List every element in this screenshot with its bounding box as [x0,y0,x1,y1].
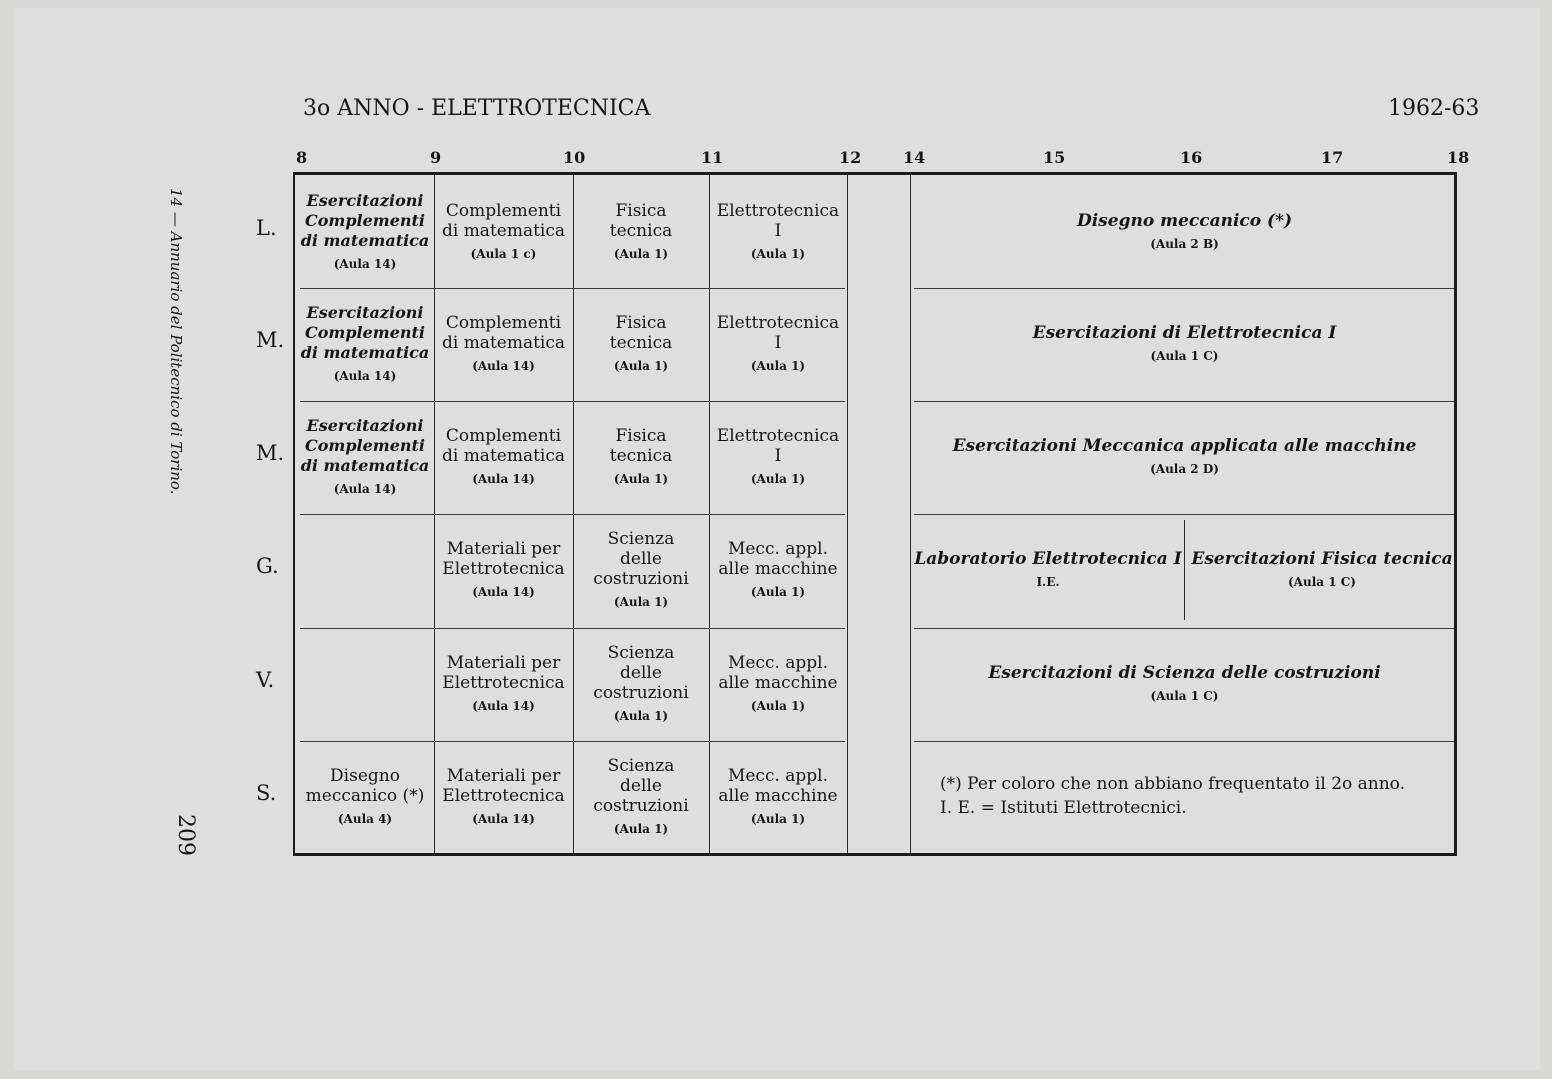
course-name: di matematica [300,343,430,362]
course-name: Elettrotecnica [442,673,565,693]
course-name: Esercitazioni Fisica tecnica [1191,549,1453,569]
course-name: I [774,333,782,353]
schedule-cell [709,401,847,514]
footnotes [940,761,1450,831]
room-label: (Aula 14) [472,812,535,826]
room-label: (Aula 2 B) [1150,237,1219,251]
course-name: Laboratorio Elettrotecnica I [914,549,1182,569]
course-name: alle macchine [718,786,838,806]
course-name: Esercitazioni [306,416,424,435]
room-label: (Aula 1) [613,595,669,609]
course-name: tecnica [609,446,673,466]
day-label: M. [256,328,285,352]
schedule-cell [434,401,573,514]
hour-label: 15 [1043,148,1066,167]
course-name: Complementi [445,313,562,333]
column-divider [910,175,911,853]
schedule-cell [296,741,434,854]
course-name: Elettrotecnica [716,426,840,446]
schedule-cell [1186,514,1458,627]
hour-label: 8 [296,148,308,167]
schedule-cell [296,401,434,514]
column-divider [847,175,848,853]
schedule-cell [434,741,573,854]
course-name: delle [620,549,662,569]
course-name: tecnica [609,221,673,241]
course-name: costruzioni [593,569,689,589]
schedule-cell [709,741,847,854]
course-name: Mecc. appl. [727,653,829,673]
schedule-cell [709,176,847,289]
course-name: Fisica [615,201,667,221]
course-name: Scienza [607,643,675,663]
room-label: (Aula 14) [333,482,397,496]
room-label: (Aula 1) [750,359,806,373]
course-name: Complementi [445,201,562,221]
course-name: di matematica [441,446,566,466]
course-name: Scienza [607,529,675,549]
course-name: Esercitazioni di Scienza delle costruzioni [988,663,1381,683]
running-head [157,188,213,528]
hour-label: 14 [903,148,926,167]
course-name: Disegno meccanico (*) [1076,211,1292,231]
course-name: di matematica [300,231,430,250]
course-name: Scienza [607,756,675,776]
schedule-cell [912,176,1457,289]
hour-label: 10 [563,148,586,167]
schedule-cell [912,628,1457,741]
course-name: tecnica [609,333,673,353]
schedule-cell [296,176,434,289]
footnote: (*) Per coloro che non abbiano frequentato il 2o anno. [940,774,1406,794]
room-label: (Aula 14) [333,369,397,383]
row-divider [914,741,1454,742]
course-name: Fisica [615,426,667,446]
hour-label: 17 [1321,148,1344,167]
day-label: M. [256,441,285,465]
course-name: Mecc. appl. [727,766,829,786]
room-label: (Aula 14) [472,699,535,713]
room-label: (Aula 4) [337,812,393,826]
course-name: alle macchine [718,673,838,693]
room-label: (Aula 1 C) [1150,349,1219,363]
page-number: 209 [173,814,198,856]
course-name: Elettrotecnica [716,201,840,221]
course-name: Mecc. appl. [727,539,829,559]
schedule-cell [709,628,847,741]
course-name: alle macchine [718,559,838,579]
schedule-cell [296,628,434,741]
footnote: I. E. = Istituti Elettrotecnici. [940,798,1187,818]
course-name: delle [620,776,662,796]
room-label: (Aula 1 C) [1288,575,1356,589]
room-label: (Aula 1) [613,247,669,261]
course-name: Materiali per [446,539,561,559]
course-name: I [774,446,782,466]
schedule-cell [296,288,434,401]
course-name: meccanico (*) [305,786,425,806]
room-label: (Aula 1) [750,699,806,713]
room-label: (Aula 1) [613,359,669,373]
schedule-cell [573,176,709,289]
course-name: Fisica [615,313,667,333]
course-name: I [774,221,782,241]
course-name: Complementi [305,436,425,455]
course-name: Elettrotecnica [442,786,565,806]
schedule-cell [912,288,1457,401]
day-label: L. [256,216,277,240]
course-name: Materiali per [446,653,561,673]
course-name: costruzioni [593,796,689,816]
course-name: Complementi [305,323,425,342]
hour-label: 11 [701,148,724,167]
course-name: di matematica [441,333,566,353]
room-label: (Aula 1) [750,812,806,826]
day-label: G. [256,554,279,578]
schedule-cell [709,288,847,401]
schedule-cell [573,514,709,627]
room-label: (Aula 1) [750,247,806,261]
room-label: (Aula 1) [613,822,669,836]
room-label: (Aula 1) [750,585,806,599]
room-label: (Aula 14) [472,359,535,373]
hour-label: 16 [1180,148,1203,167]
room-label: (Aula 1 C) [1150,689,1219,703]
course-name: Esercitazioni [306,303,424,322]
course-name: Complementi [305,211,425,230]
room-label: (Aula 14) [472,472,535,486]
page-title: 3o ANNO - ELETTROTECNICA [303,96,651,121]
schedule-cell [434,288,573,401]
schedule-cell [573,628,709,741]
column-divider [1184,520,1185,620]
course-name: Esercitazioni di Elettrotecnica I [1032,323,1337,343]
room-label: (Aula 14) [333,257,397,271]
room-label: I.E. [1036,575,1060,589]
course-name: Materiali per [446,766,561,786]
schedule-cell [573,741,709,854]
course-name: Esercitazioni [306,191,424,210]
course-name: delle [620,663,662,683]
day-label: V. [256,668,275,692]
hour-label: 12 [839,148,862,167]
course-name: Disegno [330,766,400,786]
course-name: Elettrotecnica [716,313,840,333]
schedule-cell [573,288,709,401]
room-label: (Aula 1 c) [470,247,537,261]
course-name: Esercitazioni Meccanica applicata alle macchine [952,436,1417,456]
schedule-cell [709,514,847,627]
day-label: S. [256,781,277,805]
room-label: (Aula 2 D) [1150,462,1219,476]
room-label: (Aula 1) [613,472,669,486]
schedule-cell [573,401,709,514]
schedule-cell [296,514,434,627]
hour-label: 18 [1447,148,1470,167]
schedule-cell [912,401,1457,514]
course-name: costruzioni [593,683,689,703]
academic-year: 1962-63 [1388,96,1480,121]
room-label: (Aula 1) [613,709,669,723]
course-name: Elettrotecnica [442,559,565,579]
schedule-cell [912,514,1184,627]
room-label: (Aula 1) [750,472,806,486]
schedule-cell [434,514,573,627]
course-name: Complementi [445,426,562,446]
running-head-text: 14 — Annuario del Politecnico di Torino. [167,188,185,495]
course-name: di matematica [441,221,566,241]
schedule-cell [434,628,573,741]
hour-label: 9 [430,148,442,167]
course-name: di matematica [300,456,430,475]
schedule-cell [434,176,573,289]
room-label: (Aula 14) [472,585,535,599]
